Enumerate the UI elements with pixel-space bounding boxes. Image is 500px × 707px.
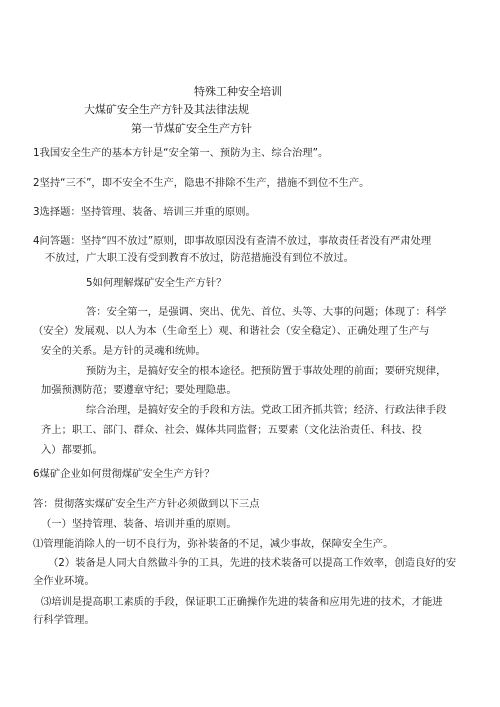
line-4b: 不放过，广大职工没有受到教育不放过，防范措施没有到位不放过。 <box>45 252 354 264</box>
answer-6e: 全作业环境。 <box>33 575 95 587</box>
answer-6d: （2）装备是人同大自然做斗争的工具，先进的技术装备可以提高工作效率，创造良好的安 <box>48 557 457 569</box>
answer-6g: 行科学管理。 <box>33 614 95 626</box>
doc-title: 特殊工种安全培训 <box>194 85 282 98</box>
answer-5f: 综合治理，是搞好安全的手段和方法。党政工团齐抓共管；经济、行政法律手段 <box>86 404 447 416</box>
question-5: 5如何理解煤矿安全生产方针？ <box>86 277 227 289</box>
answer-6c: ⑴管理能消除人的一切不良行为，弥补装备的不足，减少事故，保障安全生产。 <box>33 538 394 550</box>
section-heading: 第一节煤矿安全生产方针 <box>131 122 252 135</box>
answer-5d: 预防为主，是搞好安全的根本途径。把预防置于事故处理的前面；要研究规律， <box>86 365 447 377</box>
line-3: 3选择题：坚持管理、装备、培训三并重的原则。 <box>33 206 256 218</box>
line-1: 1我国安全生产的基本方针是“安全第一、预防为主、综合治理”。 <box>33 147 329 159</box>
answer-6a: 答：贯彻落实煤矿安全生产方针必须做到以下三点 <box>33 498 260 510</box>
chapter-heading: 大煤矿安全生产方针及其法律法规 <box>84 103 249 116</box>
answer-5b: （安全）发展观、以人为本（生命至上）观、和谐社会（安全稳定）、正确处理了生产与 <box>33 325 430 337</box>
answer-5e: 加强预测防范；要遵章守纪；要处理隐患。 <box>41 384 237 396</box>
answer-5c: 安全的关系。是方针的灵魂和统帅。 <box>41 345 206 357</box>
answer-6f: ⑶培训是提高职工素质的手段，保证职工正确操作先进的装备和应用先进的技术，才能进 <box>41 596 443 608</box>
line-4a: 4问答题：坚持“四不放过”原则，即事故原因没有查清不放过，事故责任者没有严肃处理 <box>33 235 432 247</box>
answer-6b: （一）坚持管理、装备、培训并重的原则。 <box>41 518 237 530</box>
answer-5g: 齐上；职工、部门、群众、社会、媒体共同监督；五要素（文化法治责任、科技、投 <box>41 424 422 436</box>
question-6: 6煤矿企业如何贯彻煤矿安全生产方针？ <box>33 468 215 480</box>
answer-5a: 答：安全第一，是强调、突出、优先、首位、头等、大事的问题；体现了：科学 <box>86 306 447 318</box>
line-2: 2坚持“三不”，即不安全不生产，隐患不排除不生产，措施不到位不生产。 <box>33 177 370 189</box>
answer-5h: 入）都要抓。 <box>41 444 103 456</box>
